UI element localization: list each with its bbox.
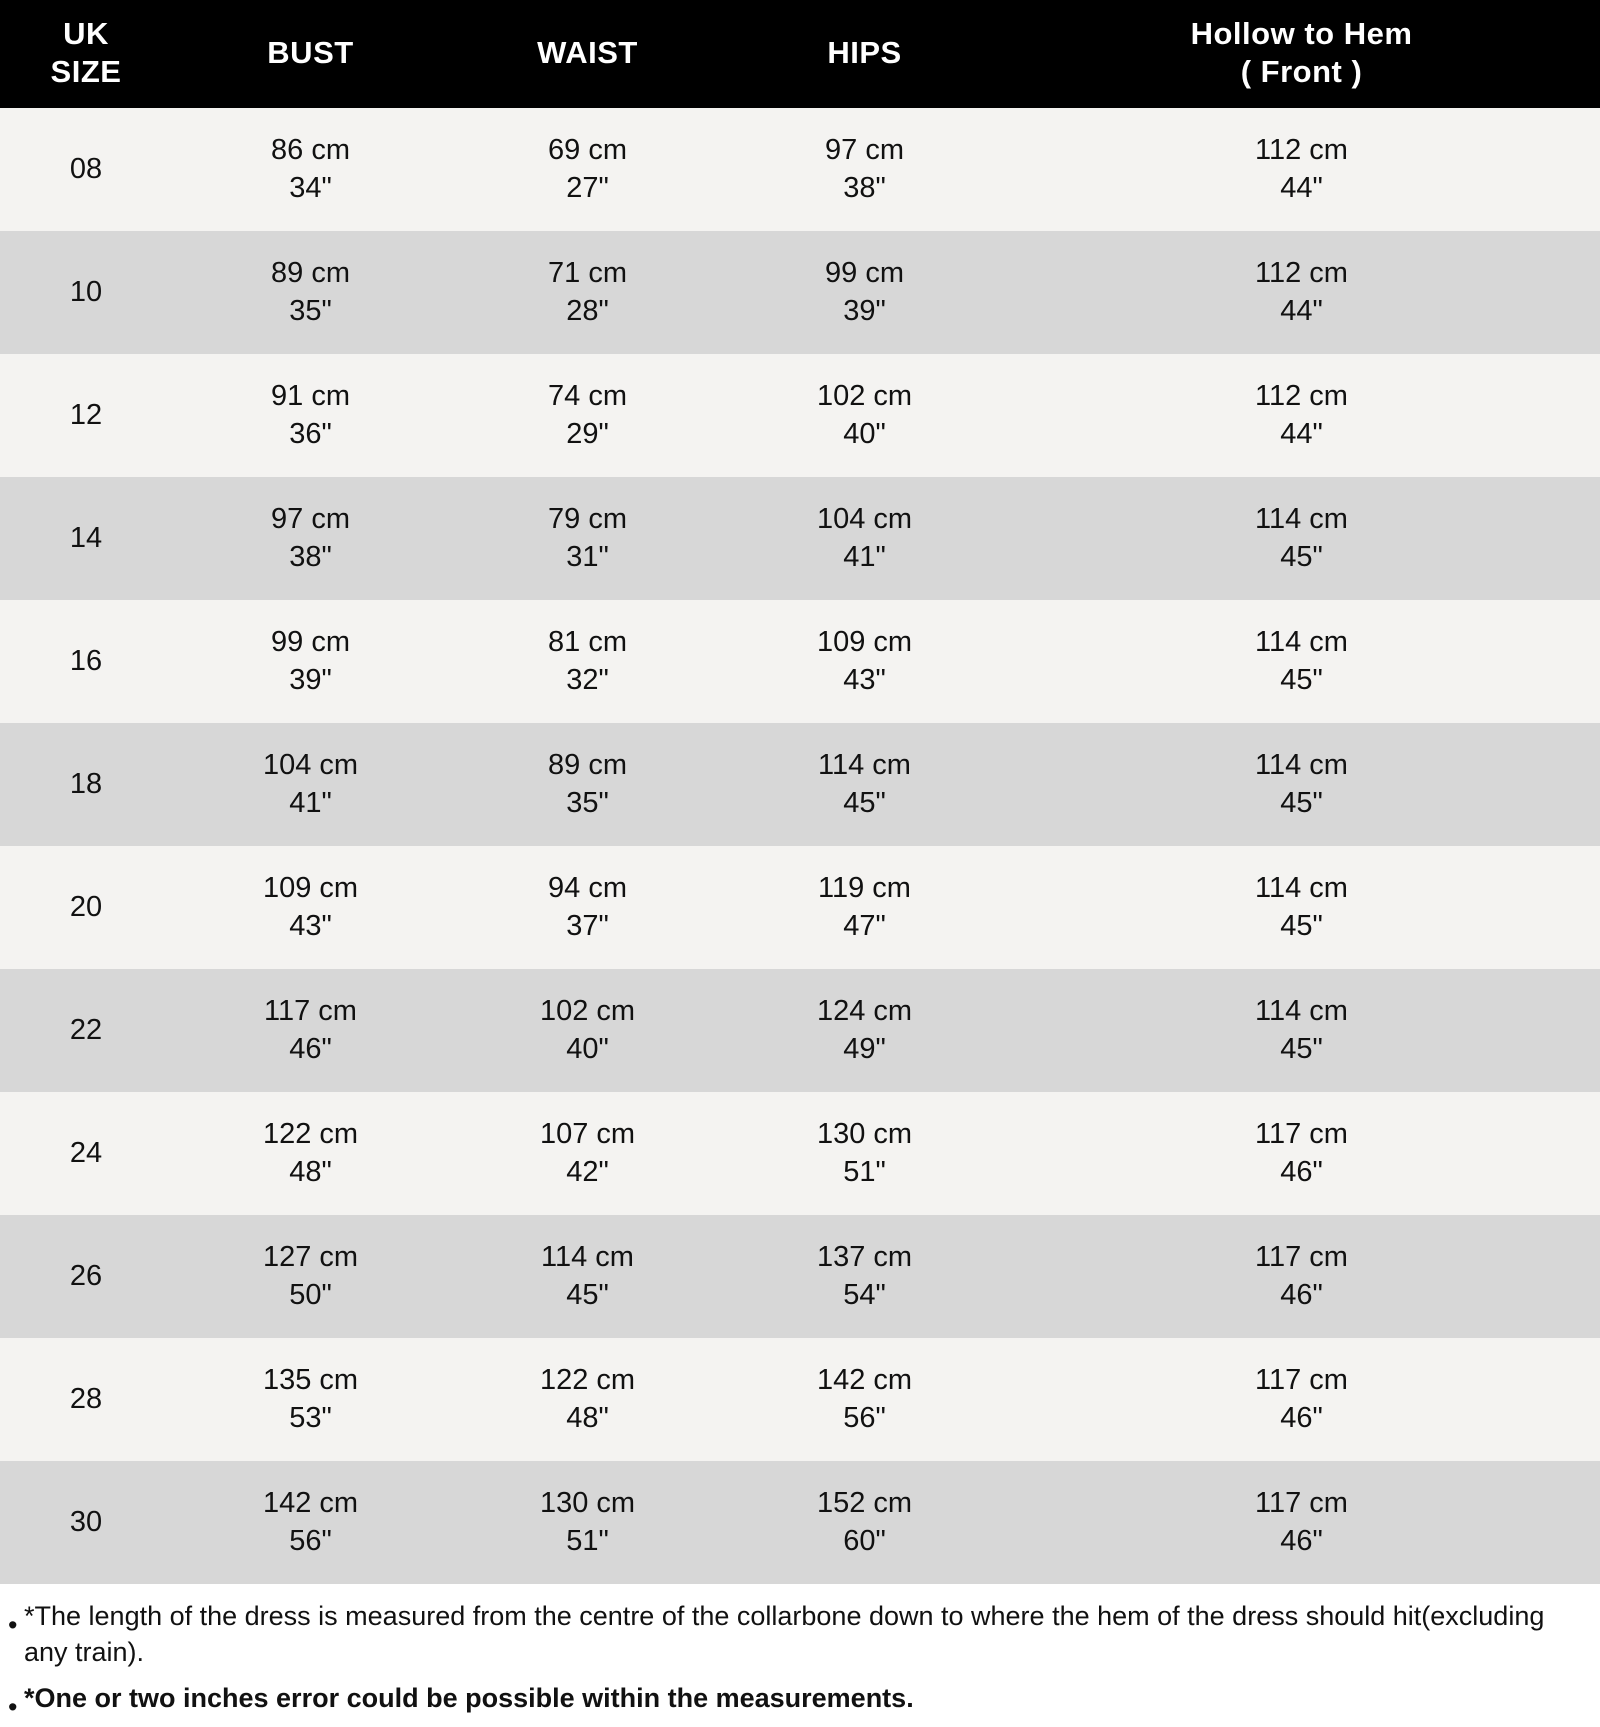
- cell-waist-cm: 94 cm: [548, 872, 627, 905]
- cell-bust-in: 56": [289, 1524, 332, 1557]
- cell-hem-cm: 112 cm: [1255, 134, 1348, 167]
- cell-bust: [172, 1461, 449, 1584]
- cell-hem-in: 45": [1280, 1032, 1323, 1065]
- cell-hollow-to-hem: [1003, 1461, 1600, 1584]
- cell-hips: [726, 1338, 1003, 1461]
- cell-hips-in: 43": [843, 663, 886, 696]
- cell-hollow-to-hem: [1003, 723, 1600, 846]
- cell-uk-size: 10: [0, 231, 172, 354]
- table-row: [0, 1092, 1600, 1215]
- cell-bust-in: 50": [289, 1278, 332, 1311]
- cell-uk-size: 16: [0, 600, 172, 723]
- cell-bust-in: 53": [289, 1401, 332, 1434]
- cell-hips: [726, 1215, 1003, 1338]
- cell-hem-in: 46": [1280, 1524, 1323, 1557]
- cell-hem-in: 45": [1280, 663, 1323, 696]
- cell-hips-cm: 102 cm: [816, 380, 913, 413]
- column-header-uk-size: [0, 0, 172, 108]
- cell-bust-in: 34": [289, 171, 332, 204]
- note-text: *One or two inches error could be possible within the measurements.: [24, 1683, 914, 1714]
- cell-waist-cm: 69 cm: [548, 134, 627, 167]
- cell-waist-cm: 79 cm: [548, 503, 627, 536]
- table-row: [0, 600, 1600, 723]
- cell-waist-in: 32": [566, 663, 609, 696]
- table-header: [0, 0, 1600, 108]
- cell-hem-cm: 117 cm: [1255, 1364, 1348, 1397]
- cell-hips-in: 38": [843, 171, 886, 204]
- cell-bust-cm: 135 cm: [262, 1364, 359, 1397]
- cell-uk-size: 18: [0, 723, 172, 846]
- cell-bust: [172, 354, 449, 477]
- cell-hips: [726, 1092, 1003, 1215]
- cell-bust-cm: 122 cm: [262, 1118, 359, 1151]
- cell-bust: [172, 600, 449, 723]
- cell-bust-in: 38": [289, 540, 332, 573]
- cell-waist: [449, 1461, 726, 1584]
- cell-bust-cm: 91 cm: [271, 380, 350, 413]
- cell-hem-in: 44": [1280, 417, 1323, 450]
- cell-hips: [726, 354, 1003, 477]
- cell-waist: [449, 969, 726, 1092]
- cell-bust-cm: 86 cm: [271, 134, 350, 167]
- cell-hips: [726, 846, 1003, 969]
- note-bullet-icon: •: [8, 1692, 18, 1723]
- cell-bust-cm: 99 cm: [271, 626, 350, 659]
- cell-waist-cm: 107 cm: [539, 1118, 636, 1151]
- table-header-row: [0, 0, 1600, 108]
- cell-waist-cm: 89 cm: [548, 749, 627, 782]
- cell-hollow-to-hem: [1003, 1338, 1600, 1461]
- cell-hips-in: 54": [843, 1278, 886, 1311]
- cell-hollow-to-hem: [1003, 477, 1600, 600]
- cell-hips-in: 51": [843, 1155, 886, 1188]
- column-header-waist: [449, 0, 726, 108]
- cell-waist-in: 48": [566, 1401, 609, 1434]
- cell-hem-in: 45": [1280, 540, 1323, 573]
- cell-hips: [726, 108, 1003, 231]
- cell-hem-cm: 112 cm: [1255, 380, 1348, 413]
- table-row: [0, 1338, 1600, 1461]
- cell-hem-cm: 114 cm: [1255, 503, 1348, 536]
- cell-bust: [172, 477, 449, 600]
- cell-hollow-to-hem: [1003, 846, 1600, 969]
- cell-waist: [449, 846, 726, 969]
- cell-uk-size: 20: [0, 846, 172, 969]
- cell-hips-in: 60": [843, 1524, 886, 1557]
- cell-waist-in: 45": [566, 1278, 609, 1311]
- cell-hips: [726, 477, 1003, 600]
- column-header-hips-line-1: HIPS: [827, 35, 902, 71]
- cell-hem-cm: 114 cm: [1255, 995, 1348, 1028]
- cell-uk-size: 14: [0, 477, 172, 600]
- cell-bust-in: 46": [289, 1032, 332, 1065]
- cell-waist-in: 28": [566, 294, 609, 327]
- cell-bust-cm: 142 cm: [262, 1487, 359, 1520]
- table-row: [0, 108, 1600, 231]
- cell-waist-cm: 81 cm: [548, 626, 627, 659]
- cell-hem-in: 45": [1280, 909, 1323, 942]
- table-row: [0, 1215, 1600, 1338]
- cell-waist-cm: 114 cm: [541, 1241, 634, 1274]
- cell-bust-in: 43": [289, 909, 332, 942]
- column-header-waist-line-1: WAIST: [537, 35, 638, 71]
- cell-bust: [172, 969, 449, 1092]
- column-header-uk-size-line-1: UK: [63, 16, 109, 52]
- cell-hollow-to-hem: [1003, 1215, 1600, 1338]
- column-header-hollow-to-hem-line-2: ( Front ): [1240, 54, 1363, 89]
- cell-uk-size: 28: [0, 1338, 172, 1461]
- cell-bust-in: 41": [289, 786, 332, 819]
- cell-waist: [449, 1215, 726, 1338]
- cell-hips-in: 40": [843, 417, 886, 450]
- cell-waist: [449, 723, 726, 846]
- cell-bust: [172, 846, 449, 969]
- cell-hips-cm: 99 cm: [825, 257, 904, 290]
- cell-hem-in: 45": [1280, 786, 1323, 819]
- cell-waist-in: 29": [566, 417, 609, 450]
- cell-bust-cm: 89 cm: [271, 257, 350, 290]
- note-text: *The length of the dress is measured from the centre of the collarbone down to where the hem of the dress should hit(excluding any train).: [24, 1601, 1545, 1668]
- cell-waist: [449, 477, 726, 600]
- cell-hips-cm: 152 cm: [816, 1487, 913, 1520]
- table-row: [0, 1461, 1600, 1584]
- cell-waist-in: 51": [566, 1524, 609, 1557]
- cell-waist-cm: 130 cm: [539, 1487, 636, 1520]
- cell-waist: [449, 1338, 726, 1461]
- cell-bust-in: 39": [289, 663, 332, 696]
- cell-bust: [172, 723, 449, 846]
- cell-hollow-to-hem: [1003, 600, 1600, 723]
- cell-hips-in: 39": [843, 294, 886, 327]
- cell-bust-cm: 117 cm: [264, 995, 357, 1028]
- cell-waist-in: 31": [566, 540, 609, 573]
- cell-uk-size: 12: [0, 354, 172, 477]
- cell-hollow-to-hem: [1003, 231, 1600, 354]
- cell-bust-in: 48": [289, 1155, 332, 1188]
- note-item: [0, 1598, 1600, 1680]
- cell-bust-in: 35": [289, 294, 332, 327]
- cell-hem-cm: 117 cm: [1255, 1118, 1348, 1151]
- column-header-hollow-to-hem-line-1: Hollow to Hem: [1190, 16, 1413, 52]
- note-item: [0, 1680, 1600, 1726]
- cell-hips-cm: 130 cm: [816, 1118, 913, 1151]
- column-header-bust: [172, 0, 449, 108]
- cell-hem-cm: 117 cm: [1255, 1241, 1348, 1274]
- table-row: [0, 231, 1600, 354]
- cell-hem-cm: 114 cm: [1255, 626, 1348, 659]
- table-row: [0, 969, 1600, 1092]
- table-body: [0, 108, 1600, 1584]
- cell-waist-cm: 102 cm: [539, 995, 636, 1028]
- cell-uk-size: 22: [0, 969, 172, 1092]
- cell-bust: [172, 1215, 449, 1338]
- cell-hem-in: 44": [1280, 171, 1323, 204]
- cell-bust-cm: 109 cm: [262, 872, 359, 905]
- cell-hem-cm: 117 cm: [1255, 1487, 1348, 1520]
- column-header-hips: [726, 0, 1003, 108]
- cell-bust: [172, 1092, 449, 1215]
- cell-hips-in: 47": [843, 909, 886, 942]
- cell-bust: [172, 1338, 449, 1461]
- table-row: [0, 723, 1600, 846]
- column-header-uk-size-line-2: SIZE: [50, 54, 122, 89]
- cell-waist-cm: 122 cm: [539, 1364, 636, 1397]
- note-bullet-icon: •: [8, 1610, 18, 1640]
- cell-hips-cm: 137 cm: [816, 1241, 913, 1274]
- cell-uk-size: 30: [0, 1461, 172, 1584]
- cell-waist-cm: 71 cm: [548, 257, 627, 290]
- cell-hips-in: 41": [843, 540, 886, 573]
- cell-hem-in: 44": [1280, 294, 1323, 327]
- cell-hips-in: 49": [843, 1032, 886, 1065]
- cell-waist-in: 37": [566, 909, 609, 942]
- cell-bust-cm: 127 cm: [262, 1241, 359, 1274]
- cell-bust: [172, 108, 449, 231]
- cell-uk-size: 26: [0, 1215, 172, 1338]
- table-row: [0, 846, 1600, 969]
- cell-waist: [449, 108, 726, 231]
- cell-hips: [726, 231, 1003, 354]
- cell-hips-in: 45": [843, 786, 886, 819]
- cell-hips-cm: 119 cm: [818, 872, 911, 905]
- cell-hips: [726, 969, 1003, 1092]
- cell-waist-in: 27": [566, 171, 609, 204]
- cell-uk-size: 08: [0, 108, 172, 231]
- cell-waist: [449, 1092, 726, 1215]
- cell-waist-cm: 74 cm: [548, 380, 627, 413]
- cell-hem-in: 46": [1280, 1155, 1323, 1188]
- cell-bust: [172, 231, 449, 354]
- cell-waist-in: 35": [566, 786, 609, 819]
- cell-hips-cm: 109 cm: [816, 626, 913, 659]
- cell-waist-in: 42": [566, 1155, 609, 1188]
- cell-waist: [449, 600, 726, 723]
- cell-uk-size: 24: [0, 1092, 172, 1215]
- cell-hem-cm: 114 cm: [1255, 872, 1348, 905]
- cell-hips-cm: 104 cm: [816, 503, 913, 536]
- table-row: [0, 354, 1600, 477]
- cell-hollow-to-hem: [1003, 1092, 1600, 1215]
- cell-bust-cm: 104 cm: [262, 749, 359, 782]
- cell-hollow-to-hem: [1003, 354, 1600, 477]
- cell-waist: [449, 231, 726, 354]
- cell-bust-cm: 97 cm: [271, 503, 350, 536]
- column-header-bust-line-1: BUST: [267, 35, 354, 71]
- notes-section: [0, 1584, 1600, 1727]
- column-header-hollow-to-hem: [1003, 0, 1600, 108]
- cell-hips-cm: 142 cm: [816, 1364, 913, 1397]
- cell-hips: [726, 1461, 1003, 1584]
- cell-hem-cm: 112 cm: [1255, 257, 1348, 290]
- cell-waist-in: 40": [566, 1032, 609, 1065]
- cell-waist: [449, 354, 726, 477]
- cell-hips: [726, 600, 1003, 723]
- table-row: [0, 477, 1600, 600]
- cell-hips-cm: 124 cm: [816, 995, 913, 1028]
- cell-hollow-to-hem: [1003, 108, 1600, 231]
- cell-hips-cm: 114 cm: [818, 749, 911, 782]
- cell-hips-in: 56": [843, 1401, 886, 1434]
- cell-hips: [726, 723, 1003, 846]
- cell-hollow-to-hem: [1003, 969, 1600, 1092]
- cell-hips-cm: 97 cm: [825, 134, 904, 167]
- cell-hem-cm: 114 cm: [1255, 749, 1348, 782]
- cell-hem-in: 46": [1280, 1401, 1323, 1434]
- cell-bust-in: 36": [289, 417, 332, 450]
- cell-hem-in: 46": [1280, 1278, 1323, 1311]
